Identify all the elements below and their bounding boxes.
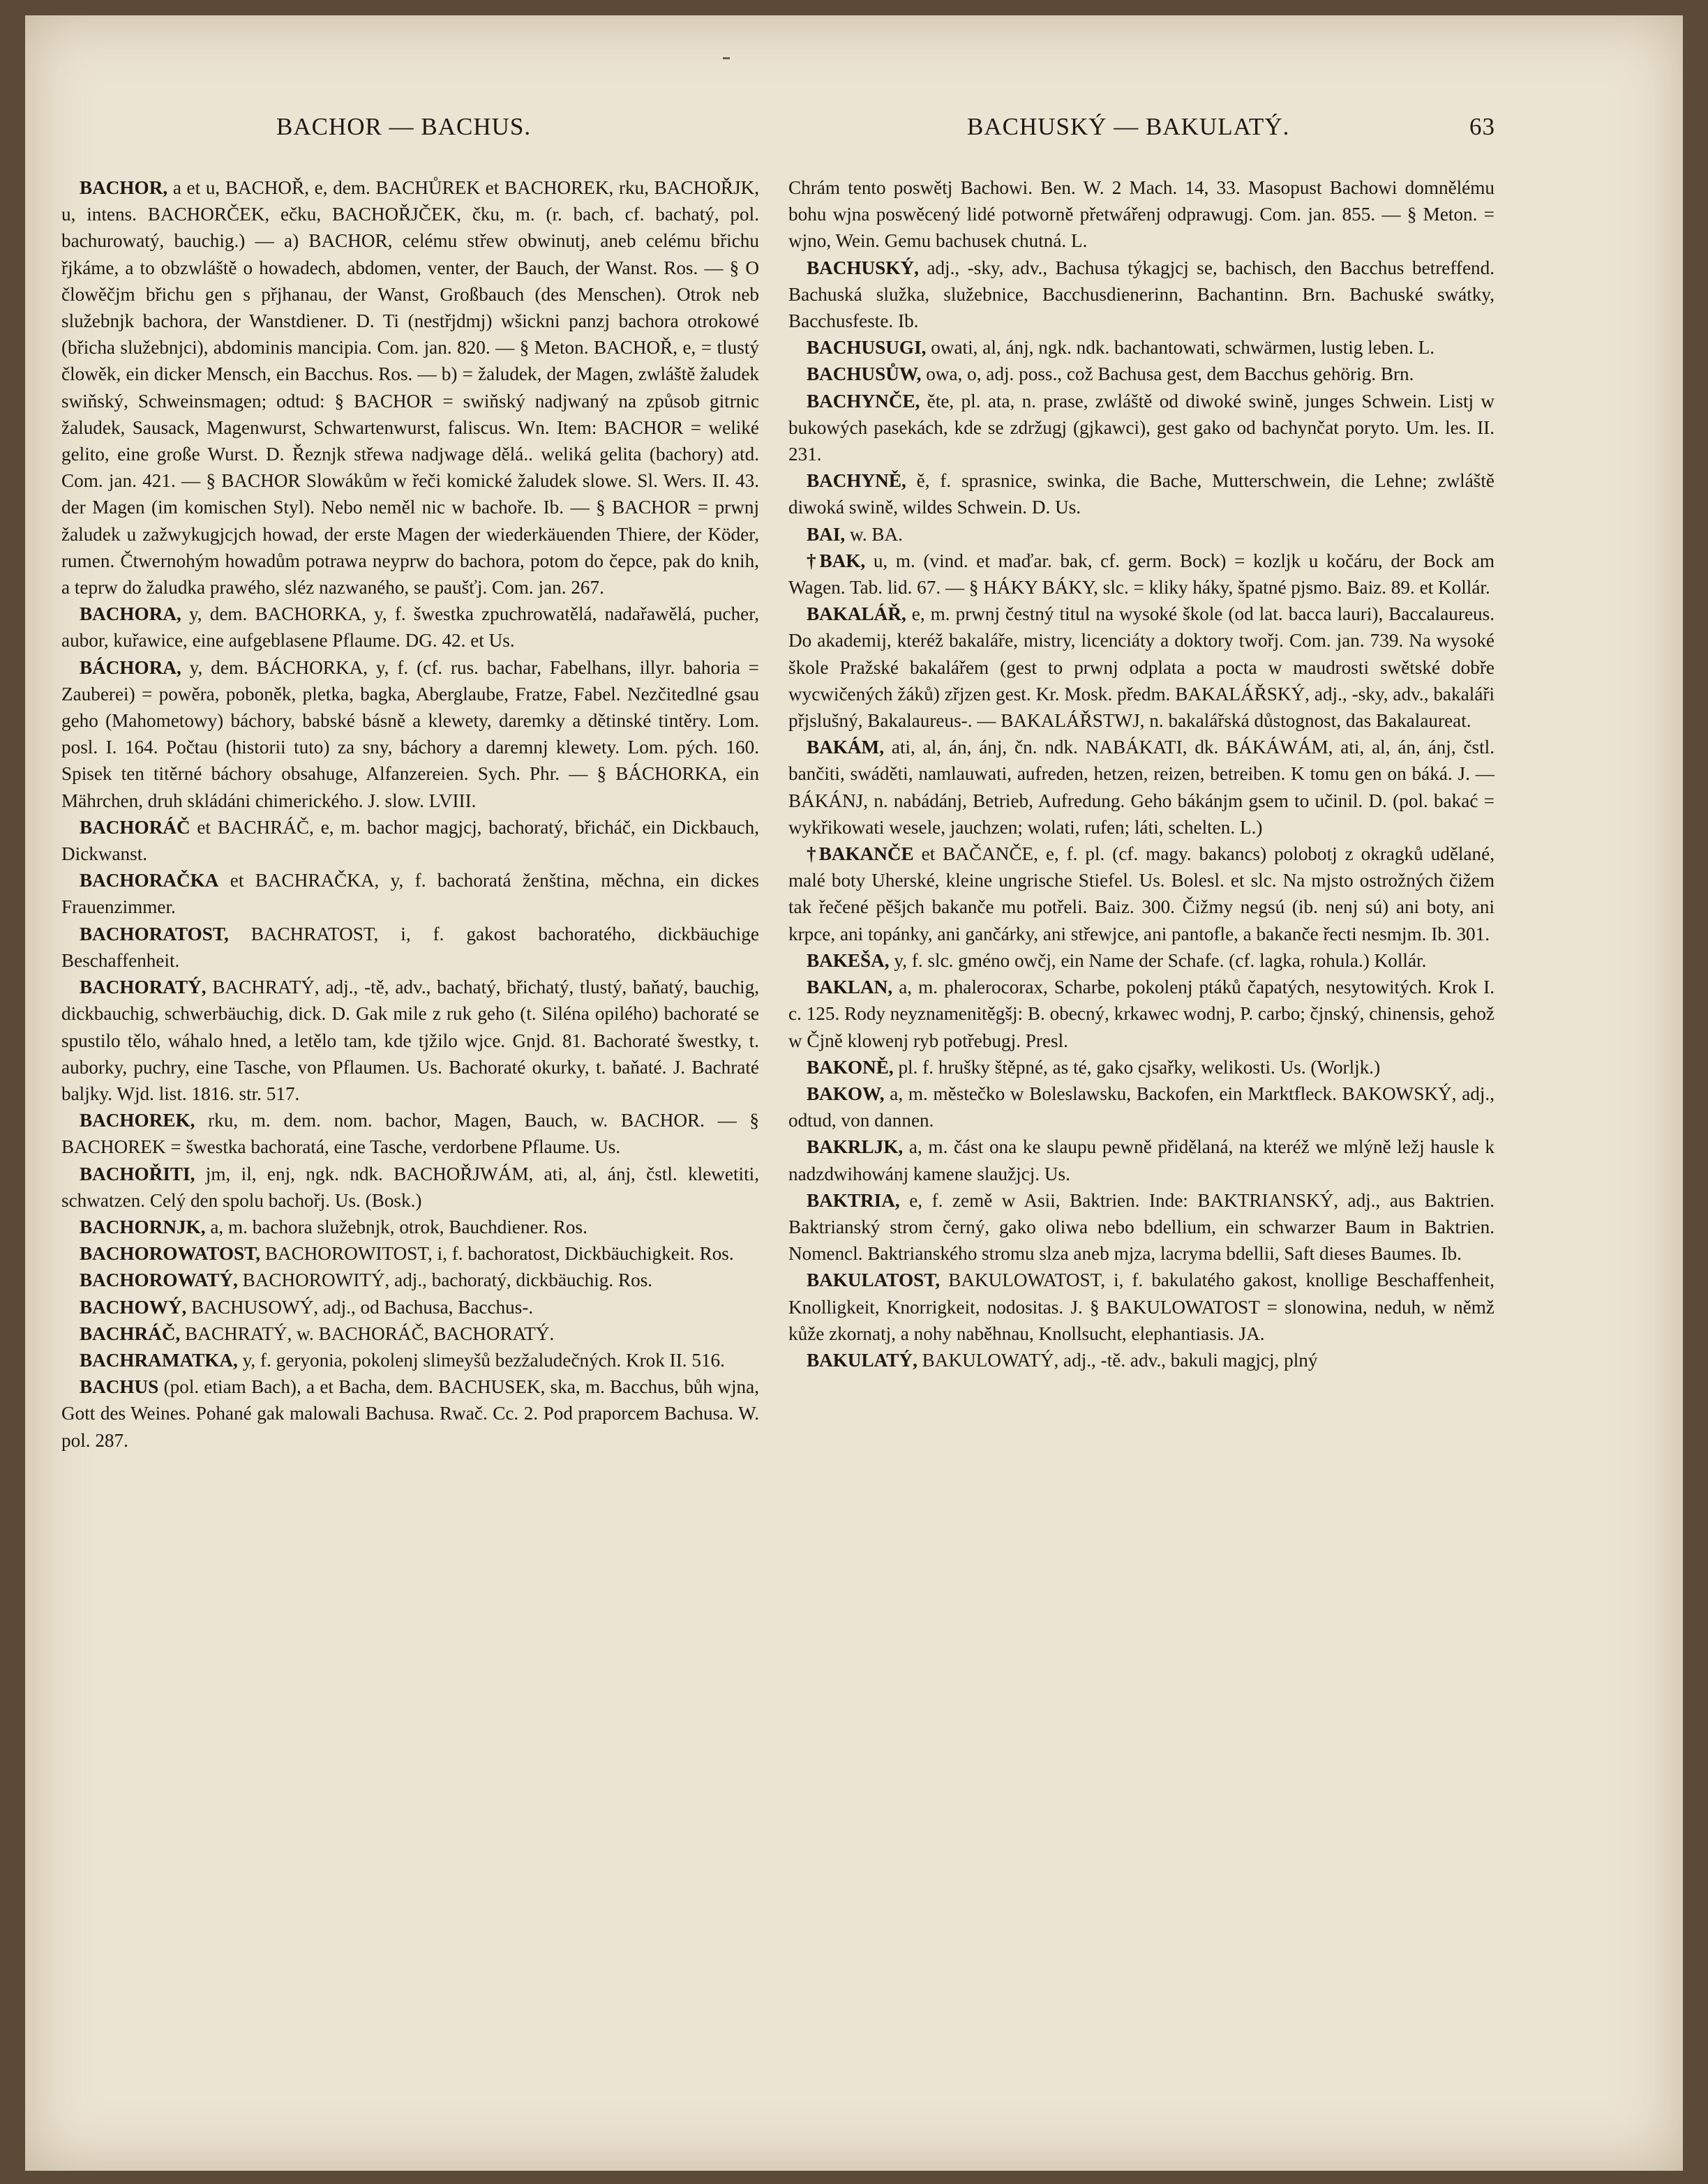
entry-text: e, f. země w Asii, Baktrien. Inde: BAKTRIANSKÝ, adj., aus Baktrien. Baktrianský strom černý, gako oliwa nebo bdellium, ein schwarzer Baum in Baktrien. Nomencl. Baktrianského stromu slza aneb mjza, lacryma bdellii, Saft dieses Baumes. Ib.: [788, 1189, 1495, 1265]
entry-text: ěte, pl. ata, n. prase, zwláště od diwoké swině, junges Schwein. Listj w bukowých pasekách, kde se zdržugj (gjkawci), gest gako od bachynčat poryto. Um. les. II. 231.: [788, 390, 1495, 465]
entry-text: owati, al, ánj, ngk. ndk. bachantowati, schwärmen, lustig leben. L.: [931, 337, 1435, 359]
dictionary-entry: [61, 1107, 759, 1160]
entry-text: et BACHRAČKA, y, f. bachoratá ženština, měchna, ein dickes Frauenzimmer.: [61, 870, 759, 918]
entry-headword: BAKRLJK,: [807, 1136, 904, 1158]
entry-text: BACHRATOST, i, f. gakost bachoratého, dickbäuchige Beschaffenheit.: [61, 923, 759, 971]
dictionary-entry: [61, 1294, 759, 1320]
dictionary-entry: [788, 1134, 1494, 1187]
entry-text: pl. f. hrušky štěpné, as té, gako cjsařky, welikosti. Us. (Worljk.): [898, 1056, 1381, 1078]
entry-text: BAKULOWATÝ, adj., -tě. adv., bakuli magjcj, plný: [922, 1349, 1318, 1371]
dictionary-entry: [61, 1214, 759, 1240]
entry-headword: †BAK,: [807, 550, 866, 571]
dictionary-entry: [61, 601, 759, 654]
entry-headword: BACHUS: [80, 1376, 159, 1398]
entry-headword: BACHRAMATKA,: [80, 1349, 238, 1371]
dictionary-entry: [61, 867, 759, 920]
print-mark: [723, 57, 730, 59]
entry-headword: BACHUSŮW,: [807, 363, 922, 385]
dictionary-entry: [61, 814, 759, 867]
entry-text: et BACHRÁČ, e, m. bachor magjcj, bachoratý, břicháč, ein Dickbauch, Dickwanst.: [61, 816, 759, 865]
dictionary-entry: [61, 1320, 759, 1347]
dictionary-entry: [61, 1161, 759, 1214]
entry-text: jm, il, enj, ngk. ndk. BACHOŘJWÁM, ati, al, ánj, čstl. klewetiti, schwatzen. Celý den spolu bachořj. Us. (Bosk.): [61, 1163, 760, 1211]
left-column: [61, 174, 759, 1454]
dictionary-entry: [788, 467, 1494, 520]
dictionary-entry: [788, 1267, 1494, 1347]
entry-headword: BACHUSUGI,: [807, 337, 927, 359]
entry-text: y, dem. BACHORKA, y, f. šwestka zpuchrowatělá, nadařawělá, pucher, aubor, kuřawice, eine aufgeblasene Pflaume. DG. 42. et Us.: [61, 603, 759, 652]
entry-text: adj., -sky, adv., Bachusa týkagjcj se, bachisch, den Bacchus betreffend. Bachuská služka, služebnice, Bacchusdienerinn, Bachantinn. Brn. Bachuské swátky, Bacchusfeste. Ib.: [788, 257, 1495, 332]
dictionary-entry: [788, 974, 1494, 1054]
entry-text: y, f. slc. gméno owčj, ein Name der Schafe. (cf. lagka, rohula.) Kollár.: [894, 949, 1427, 971]
dictionary-entry: [788, 334, 1494, 361]
entry-headword: BACHOŘITI,: [80, 1163, 195, 1184]
dictionary-entry: [788, 361, 1494, 387]
entry-headword: BAKLAN,: [807, 977, 893, 998]
entry-headword: †BAKANČE: [807, 843, 914, 865]
dictionary-entry: [788, 1054, 1494, 1080]
entry-headword: BACHUSKÝ,: [807, 257, 919, 278]
entry-headword: BACHOROWATÝ,: [80, 1270, 238, 1291]
dictionary-entry: [61, 1373, 759, 1454]
entry-headword: BACHORAČKA: [80, 870, 219, 891]
entry-headword: BAKULATOST,: [807, 1270, 941, 1291]
entry-headword: BAKEŠA,: [807, 949, 890, 971]
entry-text: BAKULOWATOST, i, f. bakulatého gakost, knollige Beschaffenheit, Knolligkeit, Knorrigkeit, nodositas. J. § BAKULOWATOST = slonowina, neduh, w němž kůže zkornatj, a nohy naběhnau, Knollsucht, elephantiasis. JA.: [788, 1270, 1495, 1344]
dictionary-entry: [61, 974, 759, 1107]
entry-headword: BACHYNČE,: [807, 390, 920, 412]
entry-text: BACHOROWITOST, i, f. bachoratost, Dickbäuchigkeit. Ros.: [264, 1243, 734, 1265]
entry-text: w. BA.: [849, 523, 903, 545]
entry-text: ati, al, án, ánj, čn. ndk. NABÁKATI, dk. BÁKÁWÁM, ati, al, án, ánj, čstl. bančiti, swáděti, namlauwati, aufreden, hetzen, reizen, betreiben. K tomu gen on báká. J. — BÁKÁNJ, n. nabádánj, Betrieb, Aufredung. Geho bákánjm gsem to učinil. D. (pol. bakać = wykřikowati wesele, jauchzen; wolati, rufen; láti, schelten. L.): [788, 737, 1495, 838]
dictionary-entry: [788, 1080, 1494, 1134]
entry-headword: BAKOW,: [807, 1083, 885, 1104]
entry-text: a, m. bachora služebnjk, otrok, Bauchdiener. Ros.: [210, 1216, 587, 1237]
dictionary-entry: [61, 1267, 759, 1293]
entry-headword: BAKÁM,: [807, 737, 885, 758]
entry-text: (pol. etiam Bach), a et Bacha, dem. BACHUSEK, ska, m. Bacchus, bůh wjna, Gott des Weines. Pohané gak malowali Bachusa. Rwač. Cc. 2. Pod praporcem Bachusa. W. pol. 287.: [61, 1376, 759, 1451]
dictionary-entry: [61, 174, 759, 601]
entry-headword: BAI,: [807, 523, 846, 545]
entry-text: owa, o, adj. poss., což Bachusa gest, dem Bacchus gehörig. Brn.: [926, 363, 1414, 385]
entry-text: BACHRATÝ, w. BACHORÁČ, BACHORATÝ.: [185, 1323, 555, 1344]
entry-headword: BACHYNĚ,: [807, 470, 906, 492]
entry-text: Chrám tento poswětj Bachowi. Ben. W. 2 Mach. 14, 33. Masopust Bachowi domnělému bohu wjna poswěcený lidé potworně přetwářenj odprawugj. Com. jan. 855. — § Meton. = wjno, Wein. Gemu bachusek chutná. L.: [788, 177, 1494, 252]
entry-text: y, dem. BÁCHORKA, y, f. (cf. rus. bachar, Fabelhans, illyr. bahoria = Zauberei) = powěra, poboněk, pletka, bagka, Aberglaube, Fratze, Fabel. Nezčitedlné gsau geho (Mahometowy) báchory, babské básně a klewety, daremky a dětinské tintěry. Lom. posl. I. 164. Počtau (historii tuto) za sny, báchory a daremnj klewety. Lom. pých. 160. Spisek ten titěrné báchory obsahuge, Alfanzereien. Sych. Phr. — § BÁCHORKA, ein Mährchen, druh skládáni chimerického. J. slow. LVIII.: [61, 656, 760, 811]
right-column: [788, 174, 1494, 1373]
dictionary-entry: [788, 601, 1494, 734]
entry-text: rku, m. dem. nom. bachor, Magen, Bauch, w. BACHOR. — § BACHOREK = šwestka bachoratá, eine Tasche, verdorbene Pflaume. Us.: [61, 1110, 759, 1158]
dictionary-entry: [788, 1187, 1494, 1267]
dictionary-entry: [61, 1240, 759, 1267]
dictionary-entry: [788, 841, 1494, 947]
entry-text: a et u, BACHOŘ, e, dem. BACHŮREK et BACHOREK, rku, BACHOŘJK, u, intens. BACHORČEK, ečku, BACHOŘJČEK, čku, m. (r. bach, cf. bachatý, pol. bachurowatý, bauchig.) — a) BACHOR, celému střew obwinutj, aneb celému břichu řjkáme, a to obzwláště o howadech, abdomen, venter, der Bauch, der Wanst. Ros. — § O člowěčjm břichu gen s přjhanau, der Wanst, Großbauch (des Menschen). Otrok neb služebnjk bachora, der Wanstdiener. D. Ti (nestřjdmj) wšickni panzj bachora otrokowé (břicha služebnjci), abdominis mancipia. Com. jan. 820. — § Meton. BACHOŘ, e, = tlustý člowěk, ein dicker Mensch, ein Bacchus. Ros. — b) = žaludek, der Magen, zwláště žaludek swiňský, Schweinsmagen; odtud: § BACHOR = swiňský nadjwaný na způsob gitrnic žaludek, Sausack, Magenwurst, Schwartenwurst, faliscus. Wn. Item: BACHOR = weliké gelito, eine große Wurst. D. Řeznjk střewa nadjwage dělá.. weliká gelita (bachory) atd. Com. jan. 421. — § BACHOR Slowákům w řeči komické žaludek slowe. Sl. Wers. II. 43. der Magen (im komischen Styl). Nebo neměl nic w bachoře. Ib. — § BACHOR = prwnj žaludek u zažwykugjcjch howad, der erste Magen der wiederkäuenden Thiere, der Köder, rumen. Čtwernohým howadům potrawa neyprw do bachora, potom do čepce, pak do knih, a teprw do žaludka prawého, sléz nazwaného, se paušťj. Com. jan. 267.: [61, 177, 759, 598]
entry-headword: BACHOWÝ,: [80, 1296, 187, 1318]
entry-headword: BACHOR,: [80, 177, 168, 198]
dictionary-entry: [788, 734, 1494, 841]
entry-text: BACHOROWITÝ, adj., bachoratý, dickbäuchig. Ros.: [242, 1270, 653, 1291]
dictionary-entry: [788, 548, 1494, 601]
dictionary-entry: [788, 947, 1494, 974]
entry-headword: BACHOROWATOST,: [80, 1243, 261, 1265]
dictionary-entry: [61, 654, 759, 814]
entry-headword: BAKONĚ,: [807, 1056, 894, 1078]
dictionary-entry: [788, 174, 1494, 255]
entry-text: a, m. část ona ke slaupu pewně přidělaná, na kteréž we mlýně ležj hausle k nadzdwihowánj kamene slaužjcj. Us.: [788, 1136, 1495, 1184]
right-running-head: BACHUSKÝ — BAKULATÝ.: [967, 113, 1290, 140]
entry-text: e, m. prwnj čestný titul na wysoké škole (od lat. bacca lauri), Baccalaureus. Do akademij, kteréž bakaláře, mistry, licenciáty a doktory twořj. Com. jan. 739. Na wysoké škole Pražské bakalářem (gest to prwnj odplata a pocta w maudrosti swětské dobře wycwičených žáků) zřjzen gest. Kr. Mosk. předm. BAKALÁŘSKÝ, adj., -sky, adv., bakaláři přjslušný, Bakalaureus-. — BAKALÁŘSTWJ, n. bakalářská důstognost, das Bakalaureat.: [788, 603, 1494, 732]
entry-headword: BACHOREK,: [80, 1110, 195, 1131]
entry-headword: BAKALÁŘ,: [807, 603, 906, 625]
entry-headword: BAKULATÝ,: [807, 1349, 917, 1371]
dictionary-entry: [788, 388, 1494, 468]
entry-headword: BAKTRIA,: [807, 1189, 900, 1211]
entry-text: a, m. městečko w Boleslawsku, Backofen, ein Marktfleck. BAKOWSKÝ, adj., odtud, von dannen.: [788, 1083, 1494, 1131]
dictionary-entry: [61, 921, 759, 974]
entry-text: BACHUSOWÝ, adj., od Bachusa, Bacchus-.: [191, 1296, 534, 1318]
entry-text: ě, f. sprasnice, swinka, die Bache, Mutterschwein, die Lehne; zwláště diwoká swině, wildes Schwein. D. Us.: [788, 470, 1495, 518]
entry-headword: BACHRÁČ,: [80, 1323, 181, 1344]
dictionary-entry: [788, 1347, 1494, 1373]
entry-headword: BÁCHORA,: [80, 656, 181, 678]
entry-text: a, m. phalerocorax, Scharbe, pokolenj ptáků čapatých, nesytowitých. Krok I. c. 125. Rody neyznamenitěgšj: B. obecný, krkawec wodnj, P. carbo; čjnský, chinensis, gehož w Čjně klowenj ryb potřebugj. Presl.: [788, 977, 1495, 1051]
entry-text: BACHRATÝ, adj., -tě, adv., bachatý, břichatý, tlustý, baňatý, bauchig, dickbauchig, schwerbäuchig, dick. D. Gak mile z ruk geho (t. Siléna opilého) bachoraté se spustilo tělo, wáhalo hned, a letělo tam, kde tjžilo wjce. Gnjd. 81. Bachoraté šwestky, t. auborky, puchry, eine Tasche, von Pflaumen. Us. Bachoraté okurky, t. baňaté. J. Bachraté baljky. Wjd. list. 1816. str. 517.: [61, 977, 760, 1104]
dictionary-entry: [788, 521, 1494, 548]
entry-headword: BACHORATOST,: [80, 923, 229, 944]
entry-text: y, f. geryonia, pokolenj slimeyšů bezžaludečných. Krok II. 516.: [242, 1349, 725, 1371]
entry-headword: BACHORA,: [80, 603, 181, 625]
entry-headword: BACHORATÝ,: [80, 977, 207, 998]
left-running-head: BACHOR — BACHUS.: [276, 113, 532, 140]
entry-text: et BAČANČE, e, f. pl. (cf. magy. bakancs) polobotj z okragků udělané, malé boty Uherské, kleine ungrische Stiefel. Us. Bolesl. et slc. Na mjsto ostrožných čižem tak řečené pěšjch bakanče mu potřeli. Baiz. 300. Čižmy negsú (ib. nenj sú) ani boty, ani krpce, ani topánky, ani gančárky, ani střewjce, ani pantofle, a bakanče řecti nesmjm. Ib. 301.: [788, 843, 1494, 944]
page-number: 63: [1469, 113, 1495, 140]
dictionary-entry: [61, 1347, 759, 1373]
entry-text: u, m. (vind. et maďar. bak, cf. germ. Bock) = kozljk u kočáru, der Bock am Wagen. Tab. lid. 67. — § HÁKY BÁKY, slc. = kliky háky, špatné pjsmo. Baiz. 89. et Kollár.: [788, 550, 1495, 598]
entry-headword: BACHORNJK,: [80, 1216, 206, 1237]
dictionary-entry: [788, 255, 1494, 335]
entry-headword: BACHORÁČ: [80, 816, 190, 838]
dictionary-page: [25, 15, 1683, 2171]
